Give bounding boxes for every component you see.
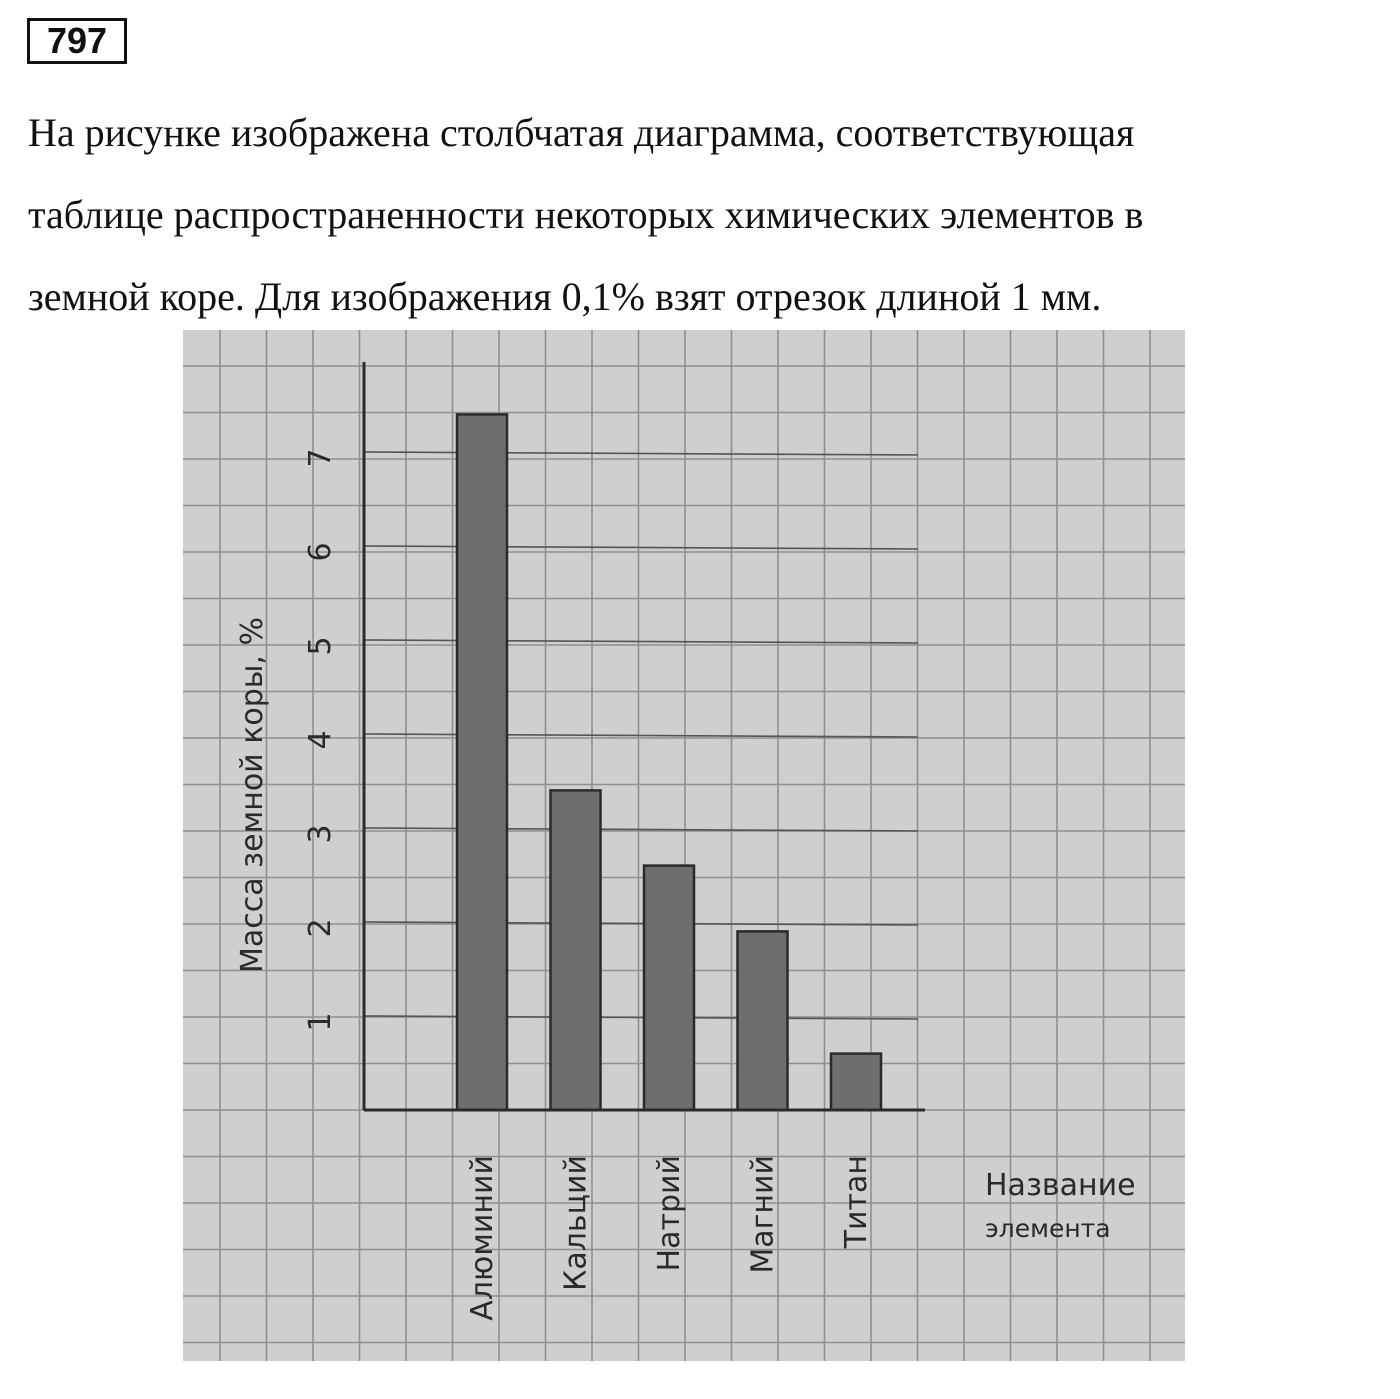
bar [738,931,788,1110]
bar [457,414,507,1110]
x-tick-label: Титан [839,1155,874,1249]
y-tick-label: 6 [303,542,338,562]
y-tick-label: 5 [303,636,338,656]
y-tick-label: 1 [303,1012,338,1032]
x-tick-label: Алюминий [465,1155,500,1321]
y-tick-label: 3 [303,824,338,844]
x-tick-label: Кальций [558,1155,594,1291]
y-tick-label: 2 [303,918,338,938]
y-tick-label: 4 [303,730,338,750]
bar [551,790,601,1110]
task-number: 797 [27,18,127,64]
x-tick-label: Натрий [652,1155,687,1272]
y-axis-label: Масса земной коры, % [235,616,270,974]
bar [644,866,694,1110]
x-tick-label: Магний [745,1155,781,1274]
x-axis-label-line: элемента [985,1214,1111,1243]
x-axis-label-line: Название [985,1168,1136,1203]
problem-text-line: таблице распространенности некоторых химических элементов в [28,192,1144,237]
y-tick-label: 7 [303,448,338,468]
problem-text-line: земной коре. Для изображения 0,1% взят отрезок длиной 1 мм. [28,274,1102,319]
bar [831,1054,881,1110]
problem-text-line: На рисунке изображена столбчатая диаграмма, соответствующая [28,110,1135,155]
